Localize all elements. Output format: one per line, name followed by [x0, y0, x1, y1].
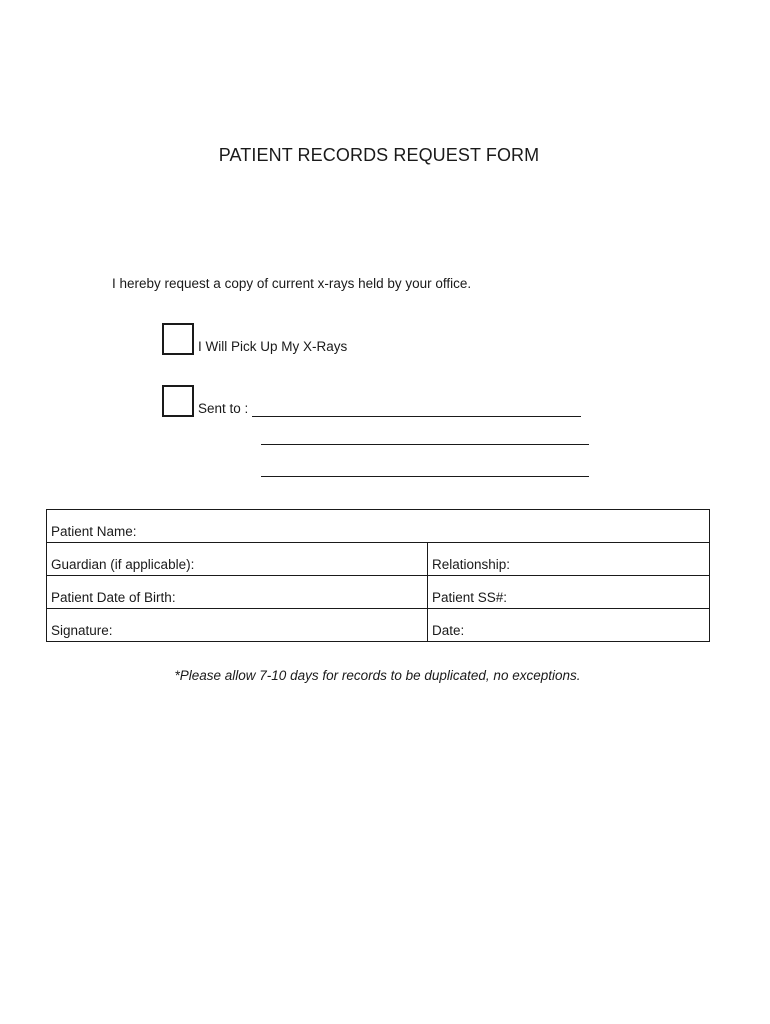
dob-field[interactable]: [47, 576, 428, 609]
guardian-field[interactable]: [47, 543, 428, 576]
ssn-field[interactable]: [428, 576, 710, 609]
relationship-field[interactable]: [428, 543, 710, 576]
sent-option[interactable]: [162, 383, 581, 417]
sent-checkbox[interactable]: [162, 385, 194, 417]
date-field[interactable]: [428, 609, 710, 642]
signature-field[interactable]: [47, 609, 428, 642]
sent-label: Sent to :: [198, 401, 249, 416]
pickup-label: I Will Pick Up My X-Rays: [198, 339, 348, 354]
guardian-label: Guardian (if applicable):: [51, 557, 195, 572]
address-line-2[interactable]: [261, 476, 589, 477]
pickup-checkbox[interactable]: [162, 323, 194, 355]
footnote: *Please allow 7-10 days for records to be duplicated, no exceptions.: [174, 668, 581, 683]
pickup-option[interactable]: [162, 321, 347, 355]
ssn-label: Patient SS#:: [432, 590, 508, 605]
table-row: [47, 543, 710, 576]
patient-name-field[interactable]: [47, 510, 710, 543]
address-line-1[interactable]: [261, 444, 589, 445]
date-label: Date:: [432, 623, 465, 638]
patient-name-label: Patient Name:: [51, 524, 137, 539]
patient-info-table: [46, 509, 710, 642]
form-title: PATIENT RECORDS REQUEST FORM: [218, 145, 540, 165]
sent-to-line[interactable]: [252, 404, 581, 417]
table-row: [47, 609, 710, 642]
request-statement: I hereby request a copy of current x-rays held by your office.: [112, 276, 472, 291]
table-row: [47, 510, 710, 543]
relationship-label: Relationship:: [432, 557, 511, 572]
table-row: [47, 576, 710, 609]
dob-label: Patient Date of Birth:: [51, 590, 176, 605]
signature-label: Signature:: [51, 623, 113, 638]
